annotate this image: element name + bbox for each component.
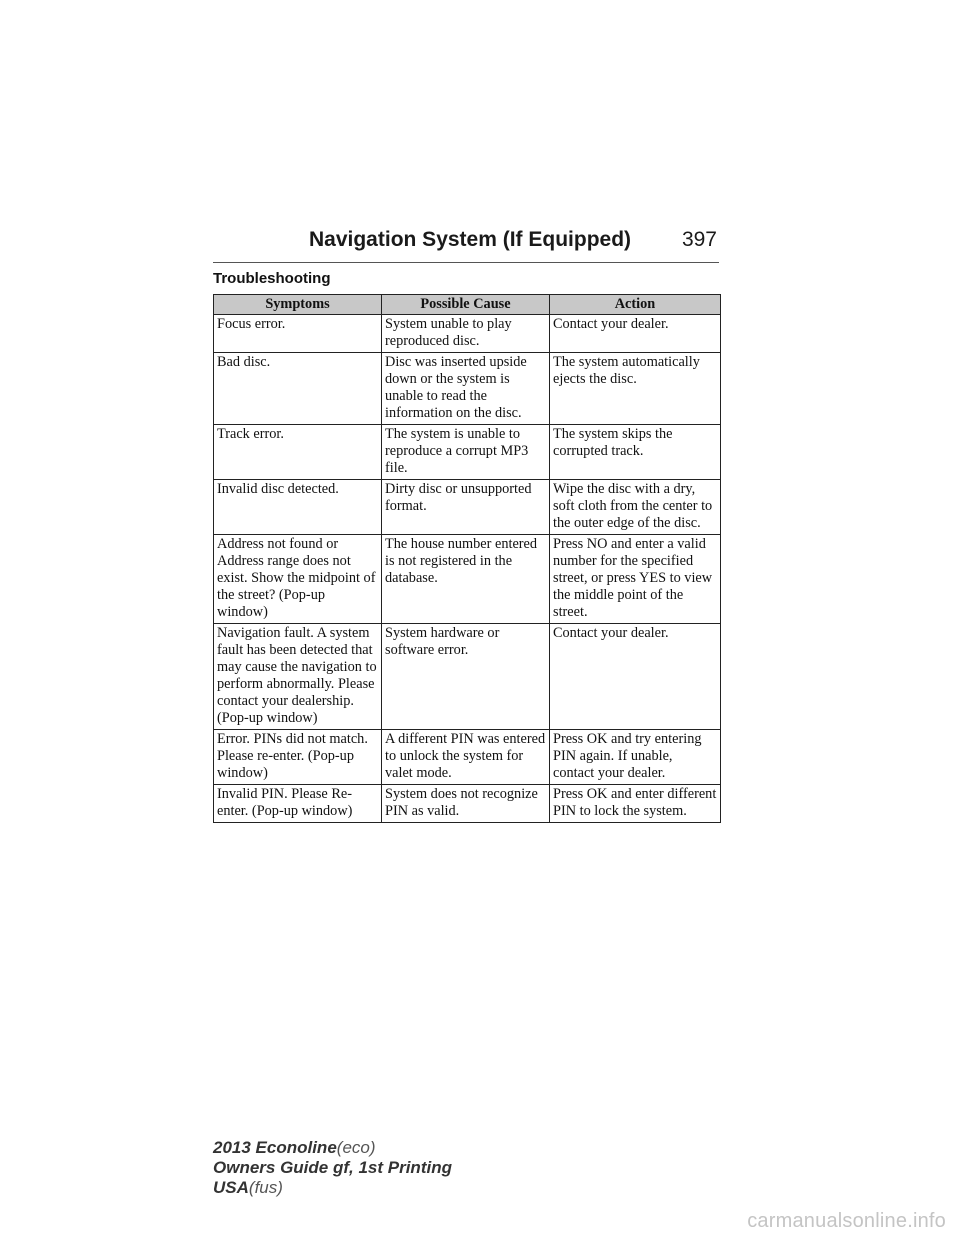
cause-cell: Dirty disc or unsupported format. [382,480,550,535]
table-row [214,425,721,480]
watermark: carmanualsonline.info [747,1210,946,1232]
symptom-cell: Navigation fault. A system fault has been detected that may cause the navigation to perform abnormally. Please contact your dealership. (Pop-up window) [214,624,382,730]
cause-cell: The house number entered is not registered in the database. [382,535,550,624]
cause-cell: Disc was inserted upside down or the system is unable to read the information on the disc. [382,353,550,425]
cause-cell: The system is unable to reproduce a corrupt MP3 file. [382,425,550,480]
column-header-possible-cause: Possible Cause [382,295,550,315]
footer-model: 2013 Econoline [213,1138,337,1157]
action-cell: Press OK and enter different PIN to lock the system. [550,785,721,823]
cause-cell: A different PIN was entered to unlock the system for valet mode. [382,730,550,785]
footer-market: USA [213,1178,249,1197]
cause-cell: System hardware or software error. [382,624,550,730]
action-cell: Press OK and try entering PIN again. If unable, contact your dealer. [550,730,721,785]
footer-line-model [213,1138,452,1158]
table-header-row [214,295,721,315]
table-row [214,785,721,823]
symptom-cell: Invalid PIN. Please Re-enter. (Pop-up window) [214,785,382,823]
table-row [214,730,721,785]
table-row [214,535,721,624]
symptom-cell: Focus error. [214,315,382,353]
footer-line-market [213,1178,452,1198]
action-cell: Wipe the disc with a dry, soft cloth from the center to the outer edge of the disc. [550,480,721,535]
table-row [214,480,721,535]
table-row [214,624,721,730]
table-row [214,353,721,425]
action-cell: Contact your dealer. [550,624,721,730]
section-title: Troubleshooting [213,270,331,287]
page-header [213,226,719,263]
action-cell: The system skips the corrupted track. [550,425,721,480]
action-cell: The system automatically ejects the disc. [550,353,721,425]
column-header-symptoms: Symptoms [214,295,382,315]
footer-line-guide [213,1158,452,1178]
footer-guide: Owners Guide gf, 1st Printing [213,1158,452,1177]
symptom-cell: Address not found or Address range does not exist. Show the midpoint of the street? (Pop-up window) [214,535,382,624]
footer-market-code: (fus) [248,1178,283,1197]
column-header-action: Action [550,295,721,315]
action-cell: Contact your dealer. [550,315,721,353]
table-row [214,315,721,353]
troubleshooting-table [213,294,721,823]
chapter-title: Navigation System (If Equipped) [309,228,632,251]
cause-cell: System unable to play reproduced disc. [382,315,550,353]
page-number: 397 [681,228,717,251]
symptom-cell: Bad disc. [214,353,382,425]
cause-cell: System does not recognize PIN as valid. [382,785,550,823]
document-footer [213,1138,452,1198]
symptom-cell: Track error. [214,425,382,480]
footer-model-code: (eco) [336,1138,376,1157]
symptom-cell: Invalid disc detected. [214,480,382,535]
symptom-cell: Error. PINs did not match. Please re-enter. (Pop-up window) [214,730,382,785]
action-cell: Press NO and enter a valid number for the specified street, or press YES to view the middle point of the street. [550,535,721,624]
